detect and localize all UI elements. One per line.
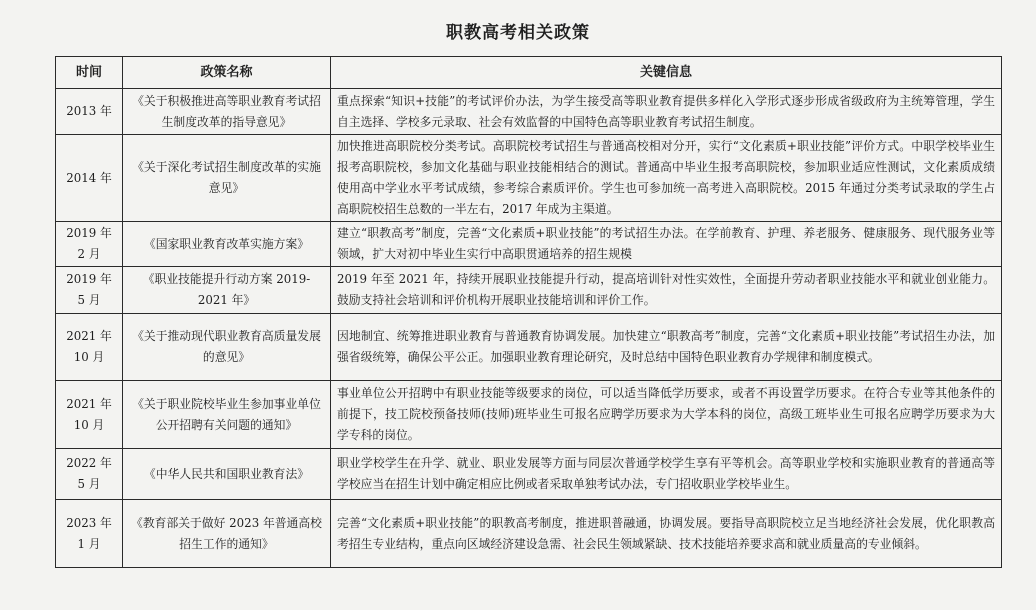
row-policy-name: 《国家职业教育改革实施方案》	[123, 222, 331, 267]
row-time: 2023 年 1 月	[56, 500, 123, 568]
row-key-info: 重点探索“知识+技能”的考试评价办法，为学生接受高等职业教育提供多样化入学形式逐步形成省级政府为主统筹管理，学生自主选择、学校多元录取、社会有效监督的中国特色高等职业教育考试招生制度。	[331, 89, 1002, 135]
table-row	[56, 135, 1002, 222]
row-time: 2021 年 10 月	[56, 381, 123, 449]
row-policy-name: 《职业技能提升行动方案 2019-2021 年》	[123, 267, 331, 314]
row-time: 2019 年 5 月	[56, 267, 123, 314]
row-key-info: 2019 年至 2021 年，持续开展职业技能提升行动，提高培训针对性实效性，全面提升劳动者职业技能水平和就业创业能力。鼓励支持社会培训和评价机构开展职业技能培训和评价工作。	[331, 267, 1002, 314]
header-time: 时间	[56, 57, 123, 89]
row-key-info: 因地制宜、统筹推进职业教育与普通教育协调发展。加快建立“职教高考”制度，完善“文化素质+职业技能”考试招生办法，加强省级统筹，确保公平公正。加强职业教育理论研究，及时总结中国特色职业教育办学规律和制度模式。	[331, 314, 1002, 381]
row-key-info: 职业学校学生在升学、就业、职业发展等方面与同层次普通学校学生享有平等机会。高等职业学校和实施职业教育的普通高等学校应当在招生计划中确定相应比例或者采取单独考试办法，专门招收职业学校毕业生。	[331, 449, 1002, 500]
table-row	[56, 89, 1002, 135]
row-policy-name: 《关于职业院校毕业生参加事业单位公开招聘有关问题的通知》	[123, 381, 331, 449]
row-policy-name: 《教育部关于做好 2023 年普通高校招生工作的通知》	[123, 500, 331, 568]
row-time: 2022 年 5 月	[56, 449, 123, 500]
row-key-info: 事业单位公开招聘中有职业技能等级要求的岗位，可以适当降低学历要求，或者不再设置学历要求。在符合专业等其他条件的前提下，技工院校预备技师(技师)班毕业生可报名应聘学历要求为大学本科的岗位，高级工班毕业生可报名应聘学历要求为大学专科的岗位。	[331, 381, 1002, 449]
table-row	[56, 314, 1002, 381]
row-key-info: 建立“职教高考”制度，完善“文化素质+职业技能”的考试招生办法。在学前教育、护理、养老服务、健康服务、现代服务业等领域，扩大对初中毕业生实行中高职贯通培养的招生规模	[331, 222, 1002, 267]
row-policy-name: 《中华人民共和国职业教育法》	[123, 449, 331, 500]
row-time: 2014 年	[56, 135, 123, 222]
row-time: 2019 年 2 月	[56, 222, 123, 267]
row-policy-name: 《关于积极推进高等职业教育考试招生制度改革的指导意见》	[123, 89, 331, 135]
row-time: 2013 年	[56, 89, 123, 135]
table-header-row	[56, 57, 1002, 89]
policy-table	[55, 56, 1002, 568]
header-key-info: 关键信息	[331, 57, 1002, 89]
table-row	[56, 449, 1002, 500]
table-row	[56, 267, 1002, 314]
row-policy-name: 《关于深化考试招生制度改革的实施意见》	[123, 135, 331, 222]
header-policy-name: 政策名称	[123, 57, 331, 89]
table-row	[56, 222, 1002, 267]
row-key-info: 加快推进高职院校分类考试。高职院校考试招生与普通高校相对分开，实行“文化素质+职业技能”评价方式。中职学校毕业生报考高职院校，参加文化基础与职业技能相结合的测试。普通高中毕业生报考高职院校，参加职业适应性测试，文化素质成绩使用高中学业水平考试成绩，参考综合素质评价。学生也可参加统一高考进入高职院校。2015 年通过分类考试录取的学生占高职院校招生总数的一半左右，2017 年成为主渠道。	[331, 135, 1002, 222]
row-time: 2021 年 10 月	[56, 314, 123, 381]
document-title: 职教高考相关政策	[446, 23, 590, 43]
table-row	[56, 500, 1002, 568]
table-row	[56, 381, 1002, 449]
row-key-info: 完善“文化素质+职业技能”的职教高考制度，推进职普融通，协调发展。要指导高职院校立足当地经济社会发展，优化职教高考招生专业结构，重点向区域经济建设急需、社会民生领域紧缺、技术技能培养要求高和就业质量高的专业倾斜。	[331, 500, 1002, 568]
row-policy-name: 《关于推动现代职业教育高质量发展的意见》	[123, 314, 331, 381]
